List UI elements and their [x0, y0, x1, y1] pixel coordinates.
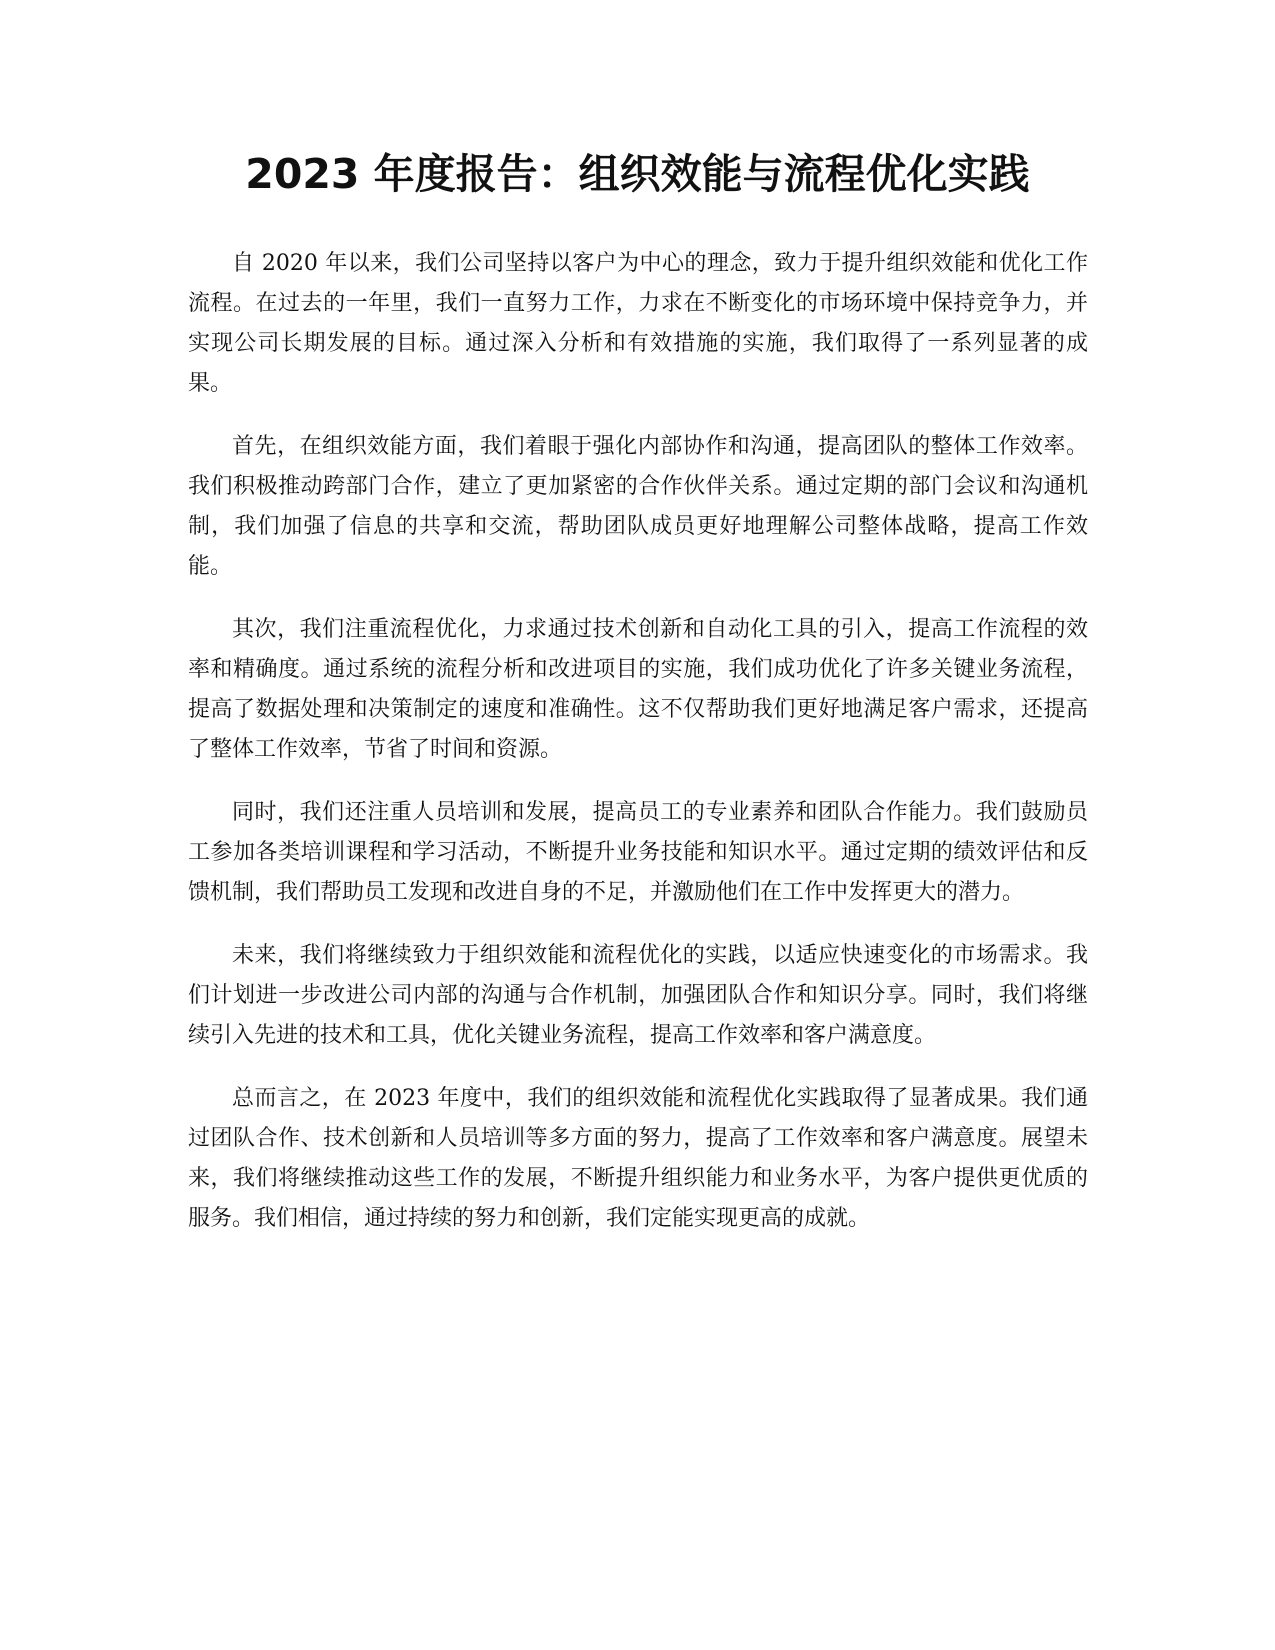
paragraph-1: 自 2020 年以来，我们公司坚持以客户为中心的理念，致力于提升组织效能和优化工作流程。在过去的一年里，我们一直努力工作，力求在不断变化的市场环境中保持竞争力，并实现公司长期发展的目标。通过深入分析和有效措施的实施，我们取得了一系列显著的成果。 [188, 251, 1088, 396]
document-body [188, 244, 1088, 1262]
paragraph-5: 未来，我们将继续致力于组织效能和流程优化的实践，以适应快速变化的市场需求。我们计划进一步改进公司内部的沟通与合作机制，加强团队合作和知识分享。同时，我们将继续引入先进的技术和工具，优化关键业务流程，提高工作效率和客户满意度。 [188, 943, 1088, 1048]
document-title: 2023 年度报告：组织效能与流程优化实践 [245, 150, 1030, 198]
paragraph-3: 其次，我们注重流程优化，力求通过技术创新和自动化工具的引入，提高工作流程的效率和精确度。通过系统的流程分析和改进项目的实施，我们成功优化了许多关键业务流程，提高了数据处理和决策制定的速度和准确性。这不仅帮助我们更好地满足客户需求，还提高了整体工作效率，节省了时间和资源。 [188, 617, 1088, 762]
paragraph-2: 首先，在组织效能方面，我们着眼于强化内部协作和沟通，提高团队的整体工作效率。我们积极推动跨部门合作，建立了更加紧密的合作伙伴关系。通过定期的部门会议和沟通机制，我们加强了信息的共享和交流，帮助团队成员更好地理解公司整体战略，提高工作效能。 [188, 434, 1088, 579]
paragraph-6: 总而言之，在 2023 年度中，我们的组织效能和流程优化实践取得了显著成果。我们通过团队合作、技术创新和人员培训等多方面的努力，提高了工作效率和客户满意度。展望未来，我们将继续推动这些工作的发展，不断提升组织能力和业务水平，为客户提供更优质的服务。我们相信，通过持续的努力和创新，我们定能实现更高的成就。 [188, 1086, 1088, 1231]
paragraph-4: 同时，我们还注重人员培训和发展，提高员工的专业素养和团队合作能力。我们鼓励员工参加各类培训课程和学习活动，不断提升业务技能和知识水平。通过定期的绩效评估和反馈机制，我们帮助员工发现和改进自身的不足，并激励他们在工作中发挥更大的潜力。 [188, 800, 1088, 905]
